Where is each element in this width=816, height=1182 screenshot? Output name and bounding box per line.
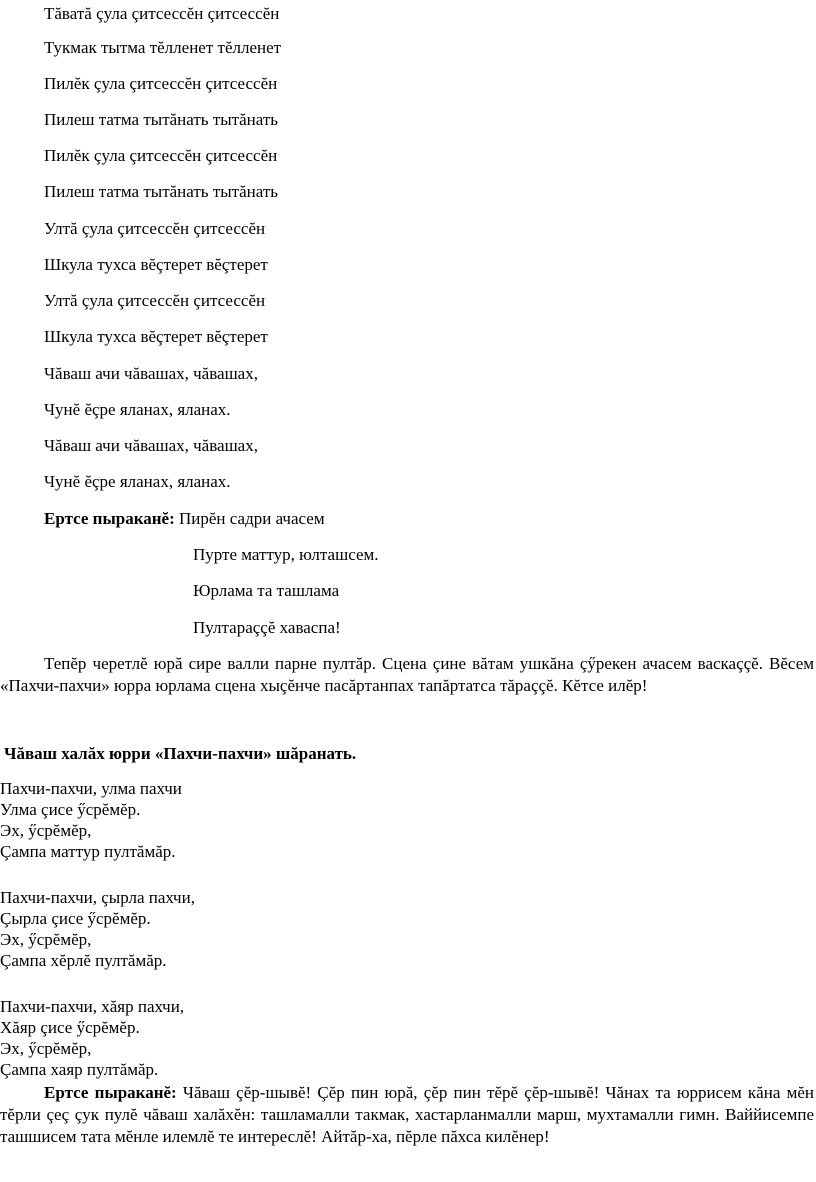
song-line: Пилеш татма тытăнать тытăнать bbox=[44, 182, 279, 201]
song-line: Пилеш татма тытăнать тытăнать bbox=[44, 110, 279, 129]
verse-line: Хăяр çисе ӳсрĕмĕр. bbox=[0, 1018, 140, 1037]
speaker-label: Ертсе пыраканĕ: bbox=[44, 1083, 177, 1102]
speech-text: Чăваш çĕр-шывĕ! Çĕр пин юрă, çĕр пин тĕрĕ çĕр-шывĕ! Чăнах та юррисем кăна мĕн тĕрли çеç çук пулĕ чăваш халăхĕн: ташламалли такмак, хастарланмалли марш, мухтамалли гимн. Ваййисемпе ташшисем тата мĕнле илемлĕ те интереслĕ! Айтăр-ха, пĕрле пăхса килĕнер! bbox=[0, 1083, 814, 1146]
song-line: Шкула тухса вĕçтерет вĕçтерет bbox=[44, 327, 268, 346]
verse-line: Улма çисе ӳсрĕмĕр. bbox=[0, 800, 141, 819]
song-line: Чăваш ачи чăвашах, чăвашах, bbox=[44, 436, 258, 455]
verse-line: Эх, ӳсрĕмĕр, bbox=[0, 821, 92, 840]
verse-line: Пахчи-пахчи, çырла пахчи, bbox=[0, 888, 195, 907]
verse-line: Çампа хĕрлĕ пултăмăр. bbox=[0, 951, 167, 970]
verse-line: Çырла çисе ӳсрĕмĕр. bbox=[0, 909, 151, 928]
song-line: Тукмак тытма тĕлленет тĕлленет bbox=[44, 38, 282, 57]
verse-line: Çампа хаяр пултăмăр. bbox=[0, 1060, 159, 1079]
song-line: Чунĕ ĕçре яланах, яланах. bbox=[44, 400, 231, 419]
narration-text: Тепĕр черетлĕ юрă сире валли парне пултăр. Сцена çине вăтам ушкăна çӳрекен ачасем васкаççĕ. Вĕсем «Пахчи-пахчи» юрра юрлама сцена хыçĕнче пасăртанпах тапăртатса тăраççĕ. Кĕтсе илĕр! bbox=[0, 654, 814, 695]
poem-line: Пултараççĕ хаваспа! bbox=[193, 618, 341, 637]
song-line: Тăватă çула çитсессĕн çитсессĕн bbox=[44, 4, 280, 23]
song-line: Шкула тухса вĕçтерет вĕçтерет bbox=[44, 255, 268, 274]
song-title: Чăваш халăх юрри «Пахчи-пахчи» шăранать. bbox=[4, 744, 357, 763]
song-line: Ултă çула çитсессĕн çитсессĕн bbox=[44, 291, 266, 310]
song-line: Пилĕк çула çитсессĕн çитсессĕн bbox=[44, 146, 278, 165]
verse-line: Çампа маттур пултăмăр. bbox=[0, 842, 176, 861]
song-line: Чăваш ачи чăвашах, чăвашах, bbox=[44, 364, 258, 383]
poem-line: Юрлама та ташлама bbox=[193, 581, 340, 600]
song-line: Пилĕк çула çитсессĕн çитсессĕн bbox=[44, 74, 278, 93]
verse-line: Пахчи-пахчи, хăяр пахчи, bbox=[0, 997, 185, 1016]
narration-paragraph bbox=[0, 653, 814, 697]
song-line: Ултă çула çитсессĕн çитсессĕн bbox=[44, 219, 266, 238]
verse-line: Эх, ӳсрĕмĕр, bbox=[0, 1039, 92, 1058]
speaker-label: Ертсе пыраканĕ: bbox=[44, 509, 175, 528]
closing-paragraph bbox=[0, 1082, 814, 1148]
leader-intro-line bbox=[44, 508, 325, 530]
poem-line: Пурте маттур, юлташсем. bbox=[193, 545, 379, 564]
verse-line: Пахчи-пахчи, улма пахчи bbox=[0, 779, 182, 798]
speech-text: Пирĕн садри ачасем bbox=[174, 509, 325, 528]
song-line: Чунĕ ĕçре яланах, яланах. bbox=[44, 472, 231, 491]
verse-line: Эх, ӳсрĕмĕр, bbox=[0, 930, 92, 949]
